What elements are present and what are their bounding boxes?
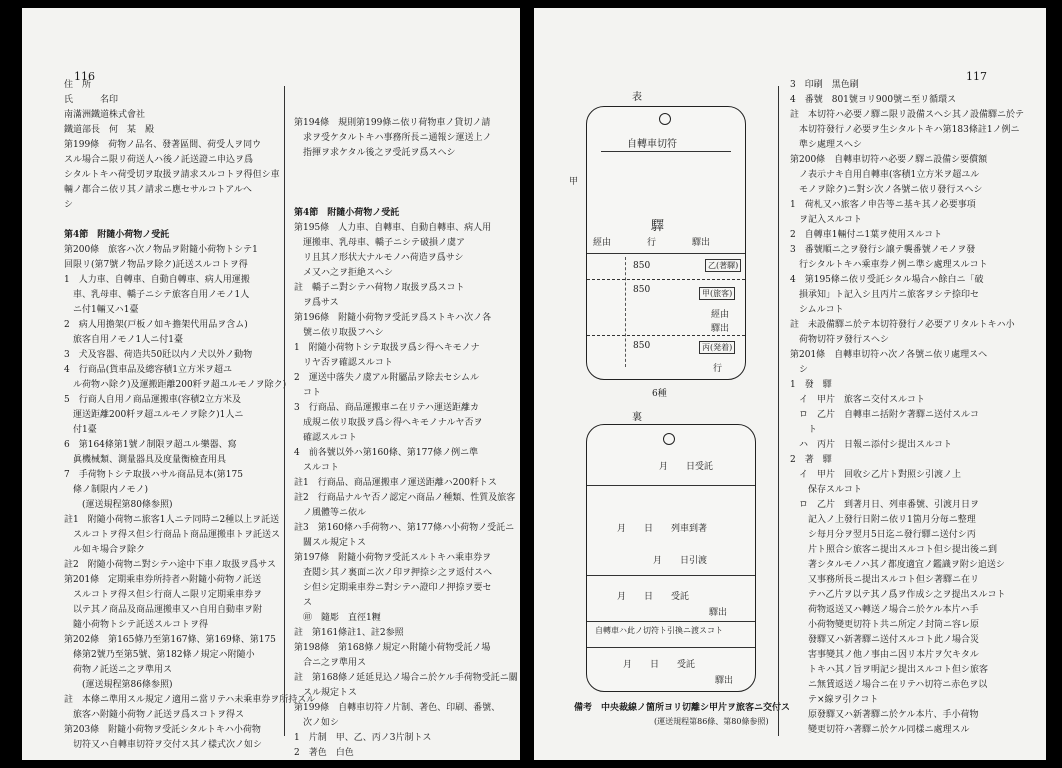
text-line: 註2 附隨小荷物ニ對シテハ途中下車ノ取扱ヲ爲サス — [64, 560, 276, 570]
text-line: 第194條 規則第199條ニ依リ荷物車ノ貸切ノ請 — [294, 118, 491, 128]
text-line: 3 行商品、商品運搬車ニ在リテハ運送距離カ — [294, 403, 480, 413]
text-line: 指揮ヲ求ケタル後之ヲ受託ヲ爲スヘシ — [294, 148, 456, 158]
rule — [587, 485, 755, 486]
text-line: 3 番號順ニ之ヲ發行シ譲テ襲番號ノモノヲ發 — [790, 245, 976, 255]
text-line: 第201條 自轉車切符ハ次ノ各號ニ依リ處理スヘ — [790, 350, 988, 360]
text-line: 南滿洲鐵道株式會社 — [64, 110, 146, 120]
text-line: スルコトヲ得ス但シ行商品ト商品運搬車トヲ託送ス — [64, 530, 281, 540]
text-line: イ 甲片 旅客ニ交付スルコト — [790, 395, 926, 405]
text-line: 輛ノ都合ニ依リ其ノ請求ニ應セサルコトアルへ — [64, 185, 252, 195]
station-label: 驛 — [651, 219, 665, 234]
text-line: 片ト照合シ旅客ニ提出スルコト但シ提出後ニ到 — [790, 545, 998, 555]
text-line: ロ 乙片 自轉車ニ括附ケ著驛ニ送付スルコ — [790, 410, 980, 420]
text-line: 求ヲ受ケタルトキハ事務所長ニ通報シ運送上ノ — [294, 133, 492, 143]
text-line: 旅客ハ附隨小荷物ノ託送ヲ爲スコトヲ得ス — [64, 710, 245, 720]
side-label: 甲 — [567, 176, 577, 185]
back-row: 月 日 受託 — [617, 592, 690, 602]
text-line: 第200條 旅客ハ次ノ物品ヲ附隨小荷物トシテ1 — [64, 245, 258, 255]
text-line: 註3 第160條ハ手荷物ハ、第177條ハ小荷物ノ受託ニ — [294, 523, 515, 533]
text-line: 保存スルコト — [790, 485, 863, 495]
back-row: 月 日 受託 — [623, 660, 696, 670]
text-line: 註1 行商品、商品運搬車ノ運送距離ハ200粁トス — [294, 478, 497, 488]
text-line: リヤ否ヲ確認スルコト — [294, 358, 393, 368]
string-hole-icon — [659, 113, 671, 125]
text-line: 1 人力車、自轉車、自動自轉車、病人用運搬 — [64, 275, 250, 285]
cut-line — [587, 335, 745, 336]
text-line: ロ 乙片 到著月日、列車番號、引渡月日ヲ — [790, 500, 980, 510]
rule — [601, 151, 731, 152]
text-line: 荷物返送又ハ轉送ノ場合ニ於ケル本片ハ手 — [790, 605, 979, 615]
text-line: 付1臺 — [64, 425, 97, 435]
ticket-number: 850 — [633, 341, 651, 351]
text-line: 1 附隨小荷物トシテ取扱ヲ爲シ得ヘキモノナ — [294, 343, 480, 353]
text-line: 以テ其ノ商品及商品運搬車又ハ自用自動車ヲ附 — [64, 605, 263, 615]
column-divider — [778, 86, 779, 736]
text-line: 註 未設備驛ニ於テ本切符發行ノ必要アリタルトキハ小 — [790, 320, 1015, 330]
text-line: 4 前各號以外ハ第160條、第177條ノ例ニ準 — [294, 448, 479, 458]
text-line: 住 所 — [64, 80, 92, 90]
text-line: 3 印刷 黒色刷 — [790, 80, 859, 90]
text-line: 第200條 自轉車切符ハ必要ノ驛ニ設備シ要償額 — [790, 155, 988, 165]
text-line: 2 自轉車1輛付ニ1葉ヲ使用スルコト — [790, 230, 943, 240]
text-line: 號ニ依リ取扱フヘシ — [294, 328, 384, 338]
text-line: 註2 行商品ナルヤ否ノ認定ハ商品ノ種類、性質及旅客 — [294, 493, 516, 503]
ticket-title: 自轉車切符 — [627, 139, 677, 150]
text-line: ニ無賃返送ノ場合ニ在リテハ切符ニ赤色ヲ以 — [790, 680, 988, 690]
text-line: 1 荷札又ハ旅客ノ申告等ニ基キ其ノ必要事項 — [790, 200, 976, 210]
rule — [587, 575, 755, 576]
stub-divider — [625, 257, 626, 367]
text-line: イ 甲片 回收シ乙片ト對照シ引渡ノ上 — [790, 470, 962, 480]
text-line: ル荷物ハ除ク)及運搬距離200粁ヲ超ユルモノヲ除ク) — [64, 380, 287, 390]
text-line: 又事務所長ニ提出スルコト但シ著驛ニ在リ — [790, 575, 980, 585]
text-line: 確認スルコト — [294, 433, 358, 443]
text-line: 小荷物變更切符ト共ニ所定ノ封筒ニ容レ原 — [790, 620, 980, 630]
stub-label: 甲(旅客) — [699, 287, 735, 300]
string-hole-icon — [663, 433, 675, 445]
cut-line — [587, 279, 745, 280]
side-label: 經由 — [711, 310, 730, 320]
text-line: ㊞ 隨彫 直徑1糎 — [294, 613, 381, 623]
stub-label: 丙(発着) — [699, 341, 735, 354]
text-line: 害事變其ノ他ノ事由ニ因リ本片ヲ欠キタル — [790, 650, 979, 660]
text-line: 註 本條ニ準用スル規定ノ適用ニ當リテハ未乘車券ヲ所持スル — [64, 695, 316, 705]
back-row: 月 日受託 — [659, 462, 714, 472]
text-line: 第195條 人力車、自轉車、自動自轉車、病人用 — [294, 223, 492, 233]
text-line: スル場合ニ限リ荷送人ハ後ノ託送證ニ申込ヲ爲 — [64, 155, 254, 165]
text-line: 隨小荷物トシテ託送スルコトヲ得 — [64, 620, 209, 630]
text-line — [294, 176, 518, 191]
front-label: 表 — [632, 92, 642, 103]
text-line: 氏 名印 — [64, 95, 119, 105]
ticket-front — [586, 106, 746, 380]
ticket-back — [586, 424, 756, 692]
text-line: ノ風體等ニ依ル — [294, 508, 367, 518]
text-line: 發驛又ハ新著驛ニ送付スルコト此ノ場合災 — [790, 635, 980, 645]
text-line: コト — [294, 388, 322, 398]
text-line: 本切符發行ノ必要ヲ生シタルトキハ第183條註1ノ例ニ — [790, 125, 1020, 135]
left-page — [22, 8, 520, 760]
side-label: 行 — [713, 364, 723, 374]
text-line: 註 第168條ノ延延見込ノ場合ニ於ケル手荷物受託ニ關 — [294, 673, 518, 683]
text-line: 眞機械類、測量器具及度量衡檢査用具 — [64, 455, 227, 465]
page-number: 117 — [966, 70, 987, 83]
text-line: 合ニ之ヲ準用ス — [294, 658, 367, 668]
rule — [587, 647, 755, 648]
rule — [587, 621, 755, 622]
text-line: 第198條 第168條ノ規定ハ附隨小荷物受託ノ場 — [294, 643, 491, 653]
text-line: 第4節 附隨小荷物ノ受託 — [294, 208, 400, 218]
back-row: 驛出 — [709, 608, 728, 618]
text-line: シ — [790, 365, 809, 375]
text-line: 原發驛又ハ新著驛ニ於ケル本片、手小荷物 — [790, 710, 979, 720]
text-line: 1 發 驛 — [790, 380, 832, 390]
text-line: 著シタルモノハ其ノ都度適宜ノ鑑識ヲ附シ追送シ — [790, 560, 1005, 570]
text-line: 關スル規定トス — [294, 538, 366, 548]
text-line: 註 第161條註1、註2参照 — [294, 628, 404, 638]
text-line: ス — [294, 598, 313, 608]
text-line: 第4節 附隨小荷物ノ受託 — [64, 230, 170, 240]
back-label: 裏 — [632, 412, 642, 423]
text-line: 5 行商人自用ノ商品運搬車(容積2立方米及 — [64, 395, 241, 405]
text-line: 次ノ如シ — [294, 718, 340, 728]
text-line: 4 第195條ニ依リ受託シタル場合ハ餘白ニ「破 — [790, 275, 984, 285]
text-line: 2 著 驛 — [790, 455, 832, 465]
text-line: 4 行商品(貨車品及總容積1立方米ヲ超ユ — [64, 365, 232, 375]
text-line: 第203條 附隨小荷物ヲ受託シタルトキハ小荷物 — [64, 725, 261, 735]
text-line: 運搬車、乳母車、轎子ニシテ破損ノ虞ア — [294, 238, 466, 248]
back-row: 月 日 列車到著 — [617, 524, 708, 534]
text-line: リ且其ノ形状大ナルモノハ荷造ヲ爲サシ — [294, 253, 464, 263]
text-line: シ — [64, 200, 74, 210]
text-line: 條ノ制限内ノモノ) — [64, 485, 149, 495]
text-line: メ又ハ之ヲ拒絶スヘシ — [294, 268, 394, 278]
text-line: トキハ其ノ旨ヲ明記シ提出スルコト但シ旅客 — [790, 665, 989, 675]
text-line: 鐵道部長 何 某 殿 — [64, 125, 155, 135]
back-row: 月 日引渡 — [653, 556, 708, 566]
side-label: 驛出 — [711, 324, 730, 334]
text-line: 旅客自用ノモノ1人ニ付1臺 — [64, 335, 184, 345]
text-line: 損承知」ト記入シ且丙片ニ旅客ヲシテ捺印セ — [790, 290, 980, 300]
text-line: 變更切符ハ著驛ニ於ケル同樣ニ處理スル — [790, 725, 970, 735]
text-line: 7 手荷物トシテ取扱ハサル商品見本(第175 — [64, 470, 243, 480]
text-line: 條第2號乃至第5號、第182條ノ規定ハ附隨小 — [64, 650, 255, 660]
text-line: シ但シ定期乘車券ニ對シテハ證印ノ押捺ヲ要セ — [294, 583, 492, 593]
text-line: 荷物切符ヲ發行スヘシ — [790, 335, 890, 345]
text-line: 註1 附隨小荷物ニ旅客1人ニテ同時ニ2種以上ヲ託送 — [64, 515, 280, 525]
text-line — [294, 191, 518, 206]
text-line: ハ 丙片 日報ニ添付シ提出スルコト — [790, 440, 953, 450]
text-column-right — [294, 116, 518, 760]
text-line: 準シ處理スヘシ — [790, 140, 863, 150]
text-line: 註 本切符ハ必要ノ驛ニ限リ設備スヘシ其ノ設備驛ニ於テ — [790, 110, 1025, 120]
page-number: 116 — [74, 70, 95, 83]
text-line: テハ乙片ヲ以テ其ノ爲ヲ作成シ之ヲ提出スルコト — [790, 590, 1006, 600]
text-line: 荷物ノ託送ニ之ヲ準用ス — [64, 665, 173, 675]
text-line: 車、乳母車、轎子ニシテ旅客自用ノモノ1人 — [64, 290, 250, 300]
figure-caption-ref: (運送規程第86條、第80條参照) — [654, 717, 769, 726]
text-line: モノヲ除ク)ニ對シ次ノ各號ニ依リ發行スヘシ — [790, 185, 983, 195]
text-column — [790, 78, 1024, 738]
back-row: 驛出 — [715, 676, 734, 686]
ticket-number: 850 — [633, 285, 651, 295]
text-line: スル規定トス — [294, 688, 357, 698]
text-line: シムルコト — [790, 305, 844, 315]
text-line: 回限リ(第7號ノ物品ヲ除ク)託送スルコトヲ得 — [64, 260, 248, 270]
text-line: 2 運送中落失ノ虞アル附屬品ヲ除去セシムル — [294, 373, 480, 383]
text-line: テ×線ヲ引クコト — [790, 695, 879, 705]
text-line: シタルトキハ荷受切ヲ取扱ヲ請求スルコトヲ得但シ車 — [64, 170, 280, 180]
text-line: ヲ爲サス — [294, 298, 339, 308]
text-line: スルコトヲ得ス但シ行商人ニ限リ定期乘車券ヲ — [64, 590, 263, 600]
text-line: 第201條 定期乘車券所持者ハ附隨小荷物ノ託送 — [64, 575, 262, 585]
text-line: 第199條 荷物ノ品名、發著區間、荷受人ヲ同ウ — [64, 140, 262, 150]
text-line: (運送規程第86條参照) — [64, 680, 173, 690]
text-line: ヲ記入スルコト — [790, 215, 863, 225]
text-line: 第197條 附隨小荷物ヲ受託スルトキハ乘車券ヲ — [294, 553, 492, 563]
text-line: シ每月分ヲ翌月5日迄ニ發行驛ニ送付シ丙 — [790, 530, 976, 540]
text-line: 行シタルトキハ乘車券ノ例ニ準シ處理スルコト — [790, 260, 988, 270]
text-line: 1 片制 甲、乙、丙ノ3片制トス — [294, 733, 432, 743]
text-line — [294, 161, 518, 176]
text-line: 3 犬及容器、荷造共50瓩以内ノ犬以外ノ動物 — [64, 350, 253, 360]
issue-row: 經由 行 驛出 — [593, 238, 711, 248]
text-line: 成規ニ依リ取扱ヲ爲シ得ヘキモノナルヤ否ヲ — [294, 418, 483, 428]
text-line: 運送距離200粁ヲ超ユルモノヲ除ク)1人ニ — [64, 410, 244, 420]
back-row: 自轉車ハ此ノ切符ト引換ニ渡スコト — [595, 626, 723, 635]
text-line: 記入ノ上發行日附ニ依リ1箇月分毎ニ整理 — [790, 515, 976, 525]
rule — [587, 253, 745, 254]
text-line: ト — [790, 425, 818, 435]
text-column-left — [64, 78, 315, 753]
text-line: ニ付1輛又ハ1臺 — [64, 305, 139, 315]
figure-caption: 備考 中央裁線ノ箇所ヨリ切離シ甲片ヲ旅客ニ交付ス — [574, 703, 791, 713]
text-line: 4 番號 801號ヨリ900號ニ至リ循環ス — [790, 95, 957, 105]
text-line: 2 病人用擔架(戸板ノ如キ擔架代用品ヲ含ム) — [64, 320, 248, 330]
size-note: 6種 — [652, 389, 667, 399]
text-line: 第196條 附隨小荷物ヲ受託ヲ爲ストキハ次ノ各 — [294, 313, 492, 323]
text-line: ル如キ場合ヲ除ク — [64, 545, 146, 555]
stub-label: 乙(著驛) — [705, 259, 741, 272]
text-line: 註 轎子ニ對シテハ荷物ノ取扱ヲ爲スコト — [294, 283, 465, 293]
text-line: スルコト — [294, 463, 340, 473]
ticket-number: 850 — [633, 261, 651, 271]
text-line: 第202條 第165條乃至第167條、第169條、第175 — [64, 635, 276, 645]
text-line: 2 著色 白色 — [294, 748, 354, 758]
text-line: 6 第164條第1號ノ制限ヲ超ユル樂器、寫 — [64, 440, 237, 450]
text-line — [64, 213, 315, 228]
text-line: ノ表示ナキ自用自轉車(客積1立方米ヲ超ユル — [790, 170, 980, 180]
text-line: 査閲シ其ノ裏面ニ次ノ印ヲ押捺シ之ヲ返付スへ — [294, 568, 493, 578]
column-divider — [284, 86, 285, 736]
text-line: (運送規程第80條参照) — [64, 500, 173, 510]
right-page — [534, 8, 1046, 760]
text-line: 切符又ハ自轉車切符ヲ交付ス其ノ樣式次ノ如シ — [64, 740, 263, 750]
text-line: 第199條 自轉車切符ノ片制、著色、印刷、番號、 — [294, 703, 501, 713]
